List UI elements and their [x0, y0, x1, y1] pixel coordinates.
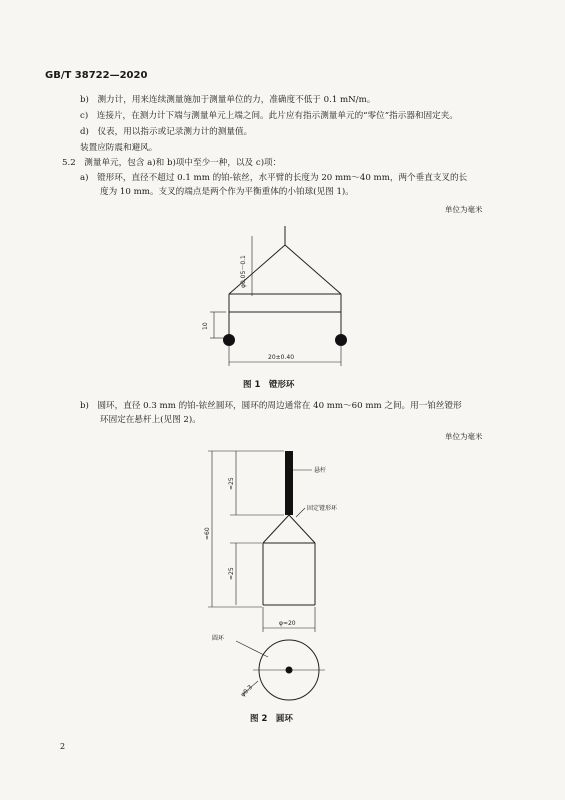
fig2-dim-upper: ≈25 [228, 477, 235, 490]
fig2-dim-lower: ≈25 [228, 567, 235, 580]
item-c-text: c) 连接片，在测力计下端与测量单元上端之间。此片应有指示测量单元的“零位”指示器和固定夹。 [80, 111, 458, 121]
fig2-suspension-rod [285, 451, 293, 515]
fig2-dim-total: ≈60 [204, 527, 211, 540]
fig2-dim-wire: φ0.3 [239, 683, 254, 699]
fig2-ring-center [286, 667, 293, 674]
fig2-stirrup-right [289, 515, 315, 543]
item-a-line-1: a) 镫形环，直径不超过 0.1 mm 的铂-铱丝，水平臂的长度为 20 mm～40 mm，两个垂直支叉的长 [80, 173, 468, 183]
fig1-dim-wire: φ0.05～0.1 [240, 255, 247, 288]
fig2-dim-diameter: φ≈20 [279, 620, 296, 627]
figure-1-caption: 图 1 镫形环 [243, 380, 295, 390]
item-d-text: d) 仪表，用以指示或记录测力计的测量值。 [80, 127, 253, 137]
fig1-dim-width: 20±0.40 [268, 354, 295, 361]
fig1-unit-label: 单位为毫米 [445, 205, 483, 214]
item-b-ring-line-2: 环固定在悬杆上(见图 2)。 [100, 415, 201, 425]
item-a-line-2: 度为 10 mm。支叉的端点是两个作为平衡重体的小铂球(见图 1)。 [100, 187, 354, 197]
section-5-2-heading: 5.2 测量单元，包含 a)和 b)项中至少一种，以及 c)项： [62, 158, 282, 168]
fig2-unit-label: 单位为毫米 [445, 432, 483, 441]
fig2-label-ring: 圆环 [212, 635, 225, 642]
figure-2-caption: 图 2 圆环 [250, 714, 293, 724]
item-b-ring-line-1: b) 圆环，直径 0.3 mm 的铂-铱丝圆环，圆环的周边通常在 40 mm～60 mm 之间。用一铂丝镫形 [80, 401, 462, 411]
fig2-stirrup-left [263, 515, 289, 543]
item-b-text: b) 测力计，用来连续测量施加于测量单位的力，准确度不低于 0.1 mN/m。 [80, 95, 376, 105]
note-text: 装置应防震和避风。 [80, 143, 158, 153]
fig2-stirrup-leader [296, 508, 305, 517]
fig2-label-rod: 悬杆 [314, 467, 327, 474]
document-header: GB/T 38722—2020 [45, 70, 148, 81]
page-number: 2 [60, 742, 66, 751]
fig2-label-stirrup: 固定镫形环 [307, 505, 338, 512]
fig1-dim-height: 10 [202, 322, 209, 330]
